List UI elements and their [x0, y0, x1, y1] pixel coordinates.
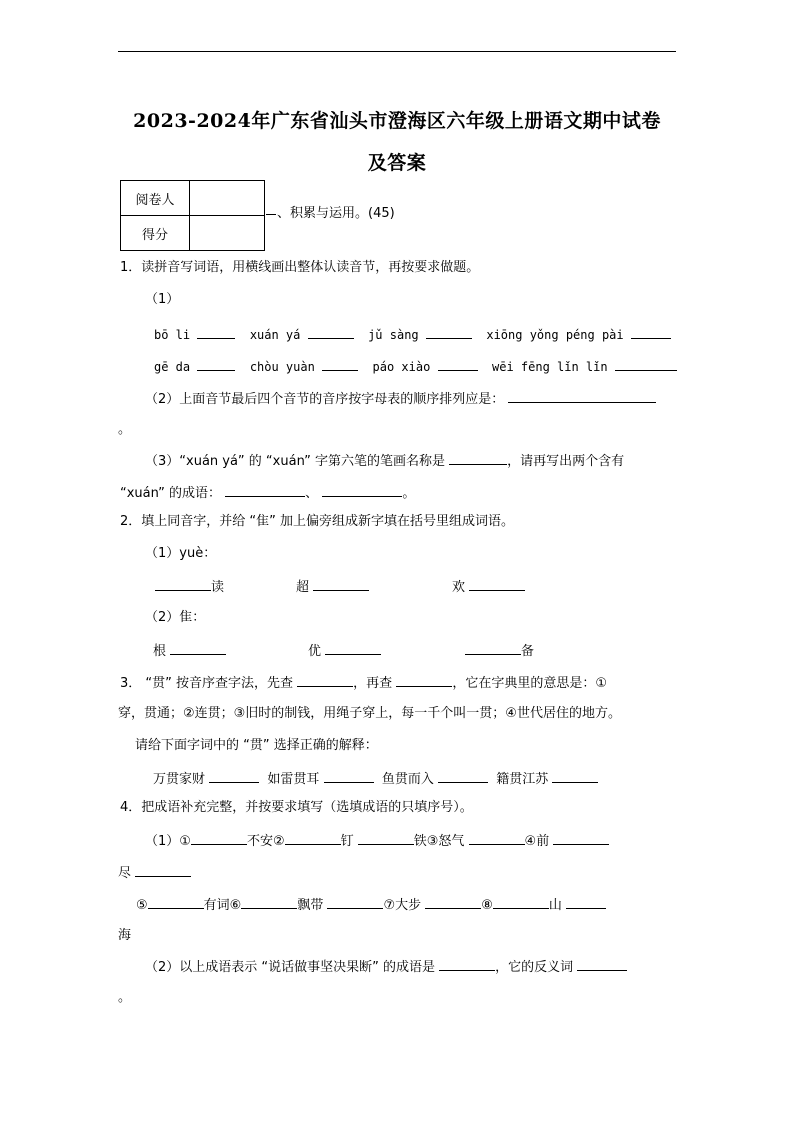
- q4-part1-row1: [145, 832, 609, 850]
- answer-blank[interactable]: [439, 958, 495, 971]
- q2-part1-label: （1）yuè：: [145, 546, 217, 561]
- q3-text-c: ，它在字典里的意思是：①: [452, 676, 607, 691]
- section1-heading: 、积累与运用。(45): [277, 206, 395, 221]
- answer-blank[interactable]: [135, 864, 191, 877]
- pinyin-item: wēi fēng lǐn lǐn: [492, 360, 608, 374]
- fragment: 铁③怒气: [413, 834, 465, 849]
- q2-part1-row: [155, 578, 224, 596]
- answer-blank[interactable]: [313, 578, 369, 591]
- pinyin-item: bō li: [154, 328, 191, 342]
- answer-blank[interactable]: [322, 484, 402, 497]
- q1-part2-end: 。: [118, 422, 132, 437]
- pinyin-item: jǔ sàng: [368, 328, 419, 342]
- q3-prompt: [120, 674, 607, 692]
- fragment: 尽: [118, 866, 132, 881]
- word: 籍贯江苏: [496, 772, 549, 787]
- fragment: ⑤: [136, 898, 148, 913]
- answer-blank[interactable]: [148, 896, 204, 909]
- pinyin-item: xuán yá: [249, 328, 301, 342]
- answer-blank[interactable]: [553, 832, 609, 845]
- q1-part3-text-b: ，请再写出两个含有: [507, 454, 625, 469]
- q3-words: [153, 770, 598, 788]
- answer-blank[interactable]: [191, 832, 247, 845]
- document-title-line2: 及答案: [367, 152, 427, 174]
- q1-part3: [145, 452, 624, 470]
- word: 根: [153, 644, 167, 659]
- answer-blank[interactable]: [469, 578, 525, 591]
- fragment: 有词⑥: [203, 898, 242, 913]
- answer-blank[interactable]: [322, 358, 358, 371]
- q4-part1-label: （1）①: [145, 834, 191, 849]
- fragment: 不安②: [246, 834, 285, 849]
- q4-part2: [145, 958, 627, 976]
- answer-blank[interactable]: [358, 832, 414, 845]
- answer-blank[interactable]: [197, 358, 235, 371]
- word: 如雷贯耳: [267, 772, 320, 787]
- answer-blank[interactable]: [197, 326, 235, 339]
- answer-blank[interactable]: [615, 358, 677, 371]
- document-title: 2023-2024年广东省汕头市澄海区六年级上册语文期中试卷: [133, 110, 661, 132]
- period: 。: [402, 486, 416, 501]
- q3-text-b: ，再查: [353, 676, 393, 691]
- fragment: ⑧: [481, 898, 493, 913]
- q4-part1-row4: 海: [118, 928, 132, 943]
- score-label: 得分: [121, 216, 190, 251]
- q1-row2: [154, 358, 677, 375]
- q1-part2: [145, 390, 656, 408]
- answer-blank[interactable]: [327, 896, 383, 909]
- q2-part1-item2: [296, 578, 369, 596]
- word: 优: [308, 644, 322, 659]
- word: 超: [296, 580, 310, 595]
- score-table: [120, 180, 265, 251]
- pinyin-item: xiōng yǒng péng pài: [486, 328, 624, 342]
- separator: 、: [305, 486, 319, 501]
- reviewer-label: 阅卷人: [121, 181, 190, 216]
- q2-part1-item3: [452, 578, 525, 596]
- reviewer-cell[interactable]: [190, 181, 265, 216]
- q2-prompt: 2．填上同音字，并给 “隹” 加上偏旁组成新字填在括号里组成词语。: [120, 514, 515, 529]
- fragment: 钉: [340, 834, 354, 849]
- q1-part1-label: （1）: [145, 292, 180, 307]
- q3-meanings: 穿，贯通；②连贯；③旧时的制钱，用绳子穿上，每一千个叫一贯；④世代居住的地方。: [118, 706, 621, 721]
- q4-prompt: 4．把成语补充完整，并按要求填写（选填成语的只填序号）。: [120, 800, 473, 815]
- q4-part2-end: 。: [118, 990, 132, 1005]
- answer-blank[interactable]: [426, 326, 472, 339]
- q1-part3-line2: [120, 484, 415, 502]
- header-rule: [118, 51, 676, 52]
- q3-instruction: 请给下面字词中的 “贯” 选择正确的解释：: [135, 738, 378, 753]
- pinyin-item: chòu yuàn: [249, 360, 315, 374]
- answer-blank[interactable]: [438, 358, 478, 371]
- q1-part2-text: （2）上面音节最后四个音节的音序按字母表的顺序排列应是：: [145, 392, 505, 407]
- q3-text-a: 3． “贯” 按音序查字法，先查: [120, 676, 294, 691]
- q4-part1-row2: [118, 864, 191, 882]
- answer-blank[interactable]: [493, 896, 549, 909]
- answer-blank[interactable]: [552, 770, 598, 783]
- answer-blank[interactable]: [508, 390, 656, 403]
- q2-part2-item2: [308, 642, 381, 660]
- answer-blank[interactable]: [285, 832, 341, 845]
- answer-blank[interactable]: [209, 770, 259, 783]
- word: 鱼贯而入: [381, 772, 434, 787]
- answer-blank[interactable]: [308, 326, 354, 339]
- fragment: ⑦大步: [383, 898, 422, 913]
- section-dash: [266, 214, 276, 215]
- q4-part2-text: （2）以上成语表示 “说话做事坚决果断” 的成语是: [145, 960, 436, 975]
- answer-blank[interactable]: [155, 578, 211, 591]
- q1-part3-text: （3）“xuán yá” 的 “xuán” 字第六笔的笔画名称是: [145, 454, 445, 469]
- q2-part2-label: （2）隹：: [145, 610, 206, 625]
- answer-blank[interactable]: [241, 896, 297, 909]
- fragment: 山: [548, 898, 562, 913]
- answer-blank[interactable]: [325, 642, 381, 655]
- q1-part3-text-c: “xuán” 的成语：: [120, 486, 222, 501]
- answer-blank[interactable]: [297, 674, 353, 687]
- answer-blank[interactable]: [469, 832, 525, 845]
- answer-blank[interactable]: [631, 326, 671, 339]
- fragment: ④前: [524, 834, 550, 849]
- word: 万贯家财: [153, 772, 206, 787]
- score-cell[interactable]: [190, 216, 265, 251]
- fragment: 飘带: [297, 898, 324, 913]
- answer-blank[interactable]: [566, 896, 606, 909]
- q1-prompt: 1．读拼音写词语，用横线画出整体认读音节，再按要求做题。: [120, 260, 480, 275]
- answer-blank[interactable]: [438, 770, 488, 783]
- answer-blank[interactable]: [324, 770, 374, 783]
- answer-blank[interactable]: [465, 642, 521, 655]
- pinyin-item: gē da: [154, 360, 191, 374]
- answer-blank[interactable]: [449, 452, 507, 465]
- word: 读: [211, 580, 225, 595]
- answer-blank[interactable]: [425, 896, 481, 909]
- answer-blank[interactable]: [170, 642, 226, 655]
- answer-blank[interactable]: [396, 674, 452, 687]
- q4-part1-row3: [136, 896, 606, 914]
- answer-blank[interactable]: [225, 484, 305, 497]
- pinyin-item: páo xiào: [372, 360, 431, 374]
- answer-blank[interactable]: [577, 958, 627, 971]
- q2-part2-item3: [465, 642, 534, 660]
- q2-part2-item1: [153, 642, 226, 660]
- word: 欢: [452, 580, 466, 595]
- q4-part2-text-b: ，它的反义词: [495, 960, 574, 975]
- word: 备: [521, 644, 535, 659]
- q1-row1: [154, 326, 671, 343]
